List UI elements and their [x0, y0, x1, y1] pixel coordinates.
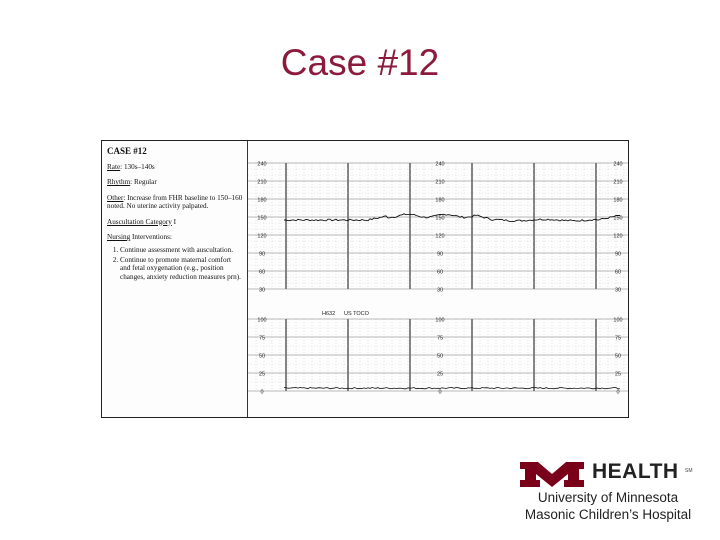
fhr-scale-label: 240	[613, 161, 623, 168]
slide-title: Case #12	[280, 42, 440, 83]
strip-traces	[284, 214, 623, 389]
fhr-scale-label: 90	[614, 251, 622, 258]
rate-line	[107, 163, 243, 171]
uterine-trace	[284, 387, 620, 388]
fhr-scale-label: 120	[257, 233, 267, 240]
mode-label: H632	[322, 311, 336, 317]
fhr-scale-label: 210	[435, 179, 445, 186]
other-value: : Increase from FHR baseline to 150–160 noted. No uterine activity palpated.	[107, 193, 243, 211]
fhr-scale-label: 30	[258, 287, 266, 294]
logo-hospital-line: Masonic Children’s Hospital	[524, 507, 692, 522]
uc-scale-label: 0	[260, 389, 264, 396]
uc-scale-label: 0	[616, 389, 620, 396]
logo-wordmark: HEALTH	[592, 460, 679, 483]
interventions-value: Interventions:	[130, 233, 172, 242]
other-line	[107, 194, 243, 211]
interventions-list	[107, 246, 243, 282]
category-label: Auscultation Category	[107, 217, 172, 226]
fhr-scale-label: 240	[257, 161, 267, 168]
fhr-scale-label: 150	[435, 215, 445, 222]
uc-scale-label: 50	[436, 353, 444, 360]
fhr-scale-label: 180	[435, 197, 445, 204]
uc-scale-label: 100	[613, 317, 623, 324]
fhr-scale-label: 240	[435, 161, 445, 168]
case-notes-panel	[102, 141, 248, 417]
intervention-item: 2. Continue to promote maternal comfort and fetal oxygenation (e.g., position changes, anxiety reduction measures prn).	[120, 256, 243, 281]
fhr-scale-label: 150	[613, 215, 623, 222]
fhr-scale-label: 30	[614, 287, 622, 294]
umn-health-logo	[518, 460, 698, 526]
fhr-scale-label: 60	[258, 269, 266, 276]
logo-university-line: University of Minnesota	[537, 490, 679, 505]
intervention-item: 1. Continue assessment with auscultation.	[120, 246, 243, 254]
uc-scale-label: 50	[258, 353, 266, 360]
other-label: Other	[107, 193, 124, 202]
rate-label: Rate	[107, 162, 121, 171]
category-line	[107, 218, 243, 226]
fhr-scale-label: 120	[613, 233, 623, 240]
interventions-line	[107, 233, 243, 241]
rhythm-value: : Regular	[130, 178, 157, 187]
category-value: I	[171, 217, 177, 226]
mode-label: US TOCO	[344, 311, 369, 317]
uc-scale-label: 100	[435, 317, 445, 324]
uc-scale-label: 25	[614, 371, 622, 378]
fhr-scale-label: 150	[257, 215, 267, 222]
fhr-scale-label: 210	[613, 179, 623, 186]
fhr-scale-label: 120	[435, 233, 445, 240]
fhr-scale-label: 180	[613, 197, 623, 204]
fhr-scale-label: 60	[614, 269, 622, 276]
fhr-trace	[284, 214, 623, 222]
uc-scale-label: 25	[258, 371, 266, 378]
uc-scale-label: 0	[438, 389, 442, 396]
case-heading: CASE #12	[107, 146, 147, 156]
rhythm-label: Rhythm	[107, 178, 131, 187]
fhr-scale-label: 180	[257, 197, 267, 204]
fhr-scale-label: 60	[436, 269, 444, 276]
fhr-scale-label: 90	[258, 251, 266, 258]
fhr-scale-label: 210	[257, 179, 267, 186]
uc-scale-label: 75	[436, 335, 444, 342]
rhythm-line	[107, 178, 243, 186]
uc-scale-label: 50	[614, 353, 622, 360]
service-mark: SM	[685, 468, 693, 474]
uc-scale-label: 25	[436, 371, 444, 378]
uc-scale-label: 75	[258, 335, 266, 342]
block-m-logo-icon	[518, 460, 586, 488]
scanned-case-document	[101, 140, 629, 418]
uc-scale-label: 75	[614, 335, 622, 342]
fetal-monitor-strip	[248, 141, 628, 417]
interventions-label: Nursing	[107, 233, 131, 242]
fhr-scale-label: 90	[436, 251, 444, 258]
uc-scale-label: 100	[257, 317, 267, 324]
rate-value: : 130s–140s	[120, 162, 155, 171]
fhr-scale-label: 30	[436, 287, 444, 294]
